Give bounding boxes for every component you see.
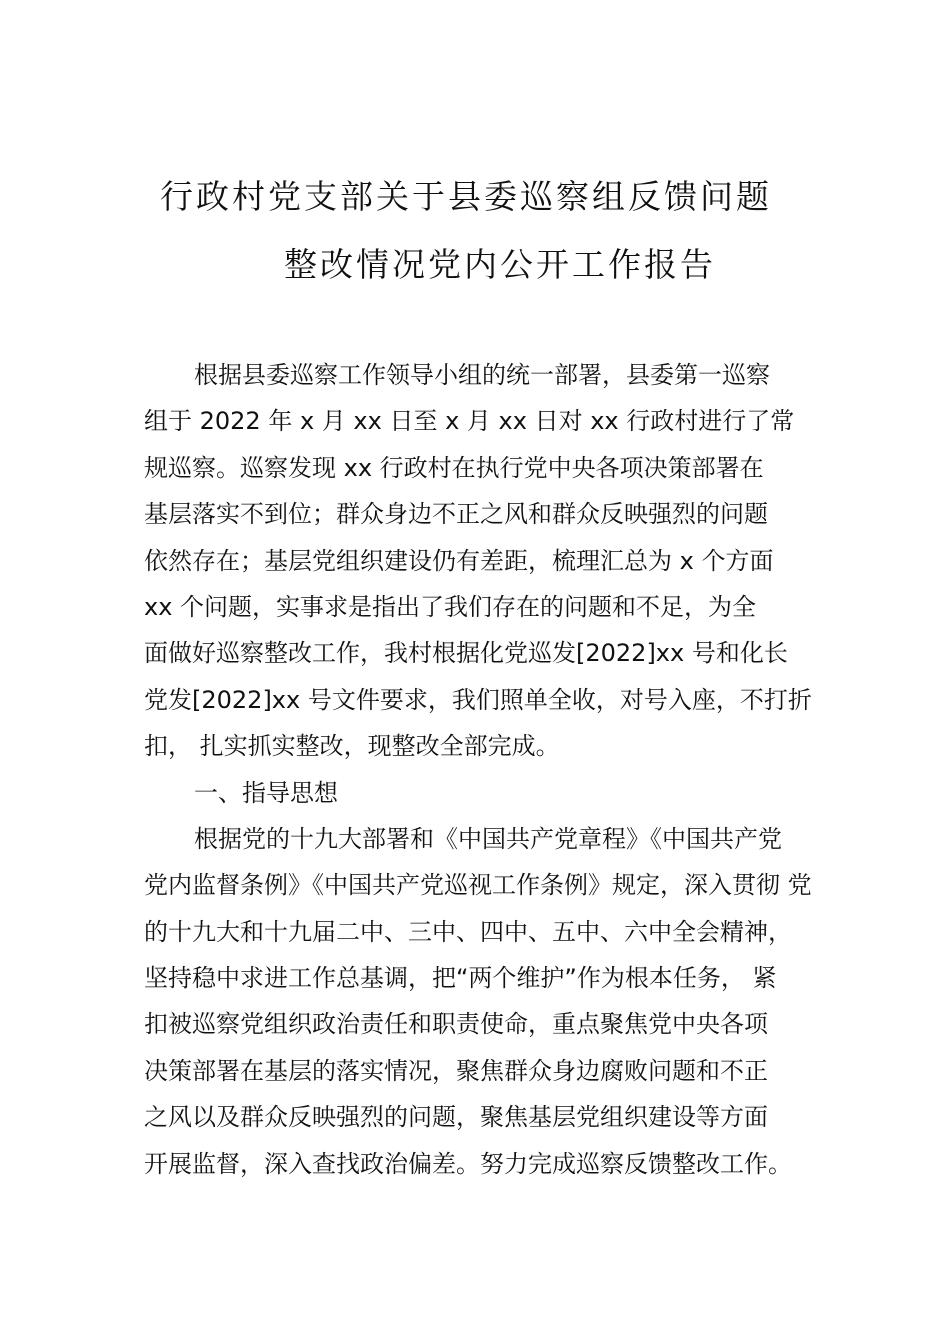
text-line: 决策部署在基层的落实情况，聚焦群众身边腐败问题和不正 — [144, 1056, 768, 1085]
document-title-line-1: 行政村党支部关于县委巡察组反馈问题 — [160, 177, 772, 216]
document-body — [144, 352, 816, 1187]
text-line: 之风以及群众反映强烈的问题，聚焦基层党组织建设等方面 — [144, 1103, 768, 1132]
paragraph-guiding-ideology — [144, 816, 816, 1187]
text-line: 面做好巡察整改工作，我村根据化党巡发[2022]xx 号和化长 — [144, 639, 788, 668]
text-line: 根据党的十九大部署和《中国共产党章程》《中国共产党 — [194, 824, 782, 853]
text-line: 党发[2022]xx 号文件要求，我们照单全收，对号入座，不打折 — [144, 685, 812, 714]
text-line: 扣， 扎实抓实整改，现整改全部完成。 — [144, 732, 560, 761]
section-heading-guiding-ideology: 一、指导思想 — [194, 778, 338, 807]
text-line: 规巡察。巡察发现 xx 行政村在执行党中央各项决策部署在 — [144, 453, 764, 482]
text-line: 依然存在；基层党组织建设仍有差距，梳理汇总为 x 个方面 — [144, 546, 774, 575]
text-line: 扣被巡察党组织政治责任和职责使命，重点聚焦党中央各项 — [144, 1010, 768, 1039]
text-line: 坚持稳中求进工作总基调，把“两个维护”作为根本任务， 紧 — [144, 964, 777, 993]
text-line: 开展监督，深入查找政治偏差。努力完成巡察反馈整改工作。 — [144, 1149, 792, 1178]
text-line: 基层落实不到位；群众身边不正之风和群众反映强烈的问题 — [144, 500, 768, 529]
text-line: 的十九大和十九届二中、三中、四中、五中、六中全会精神， — [144, 917, 792, 946]
text-line: 根据县委巡察工作领导小组的统一部署，县委第一巡察 — [194, 361, 770, 389]
text-line: 组于 2022 年 x 月 xx 日至 x 月 xx 日对 xx 行政村进行了常 — [144, 407, 795, 436]
document-title-line-2: 整改情况党内公开工作报告 — [284, 245, 716, 284]
text-line: 党内监督条例》《中国共产党巡视工作条例》规定，深入贯彻 党 — [144, 871, 812, 900]
text-line: xx 个问题，实事求是指出了我们存在的问题和不足，为全 — [144, 592, 757, 621]
paragraph-intro — [144, 352, 816, 770]
